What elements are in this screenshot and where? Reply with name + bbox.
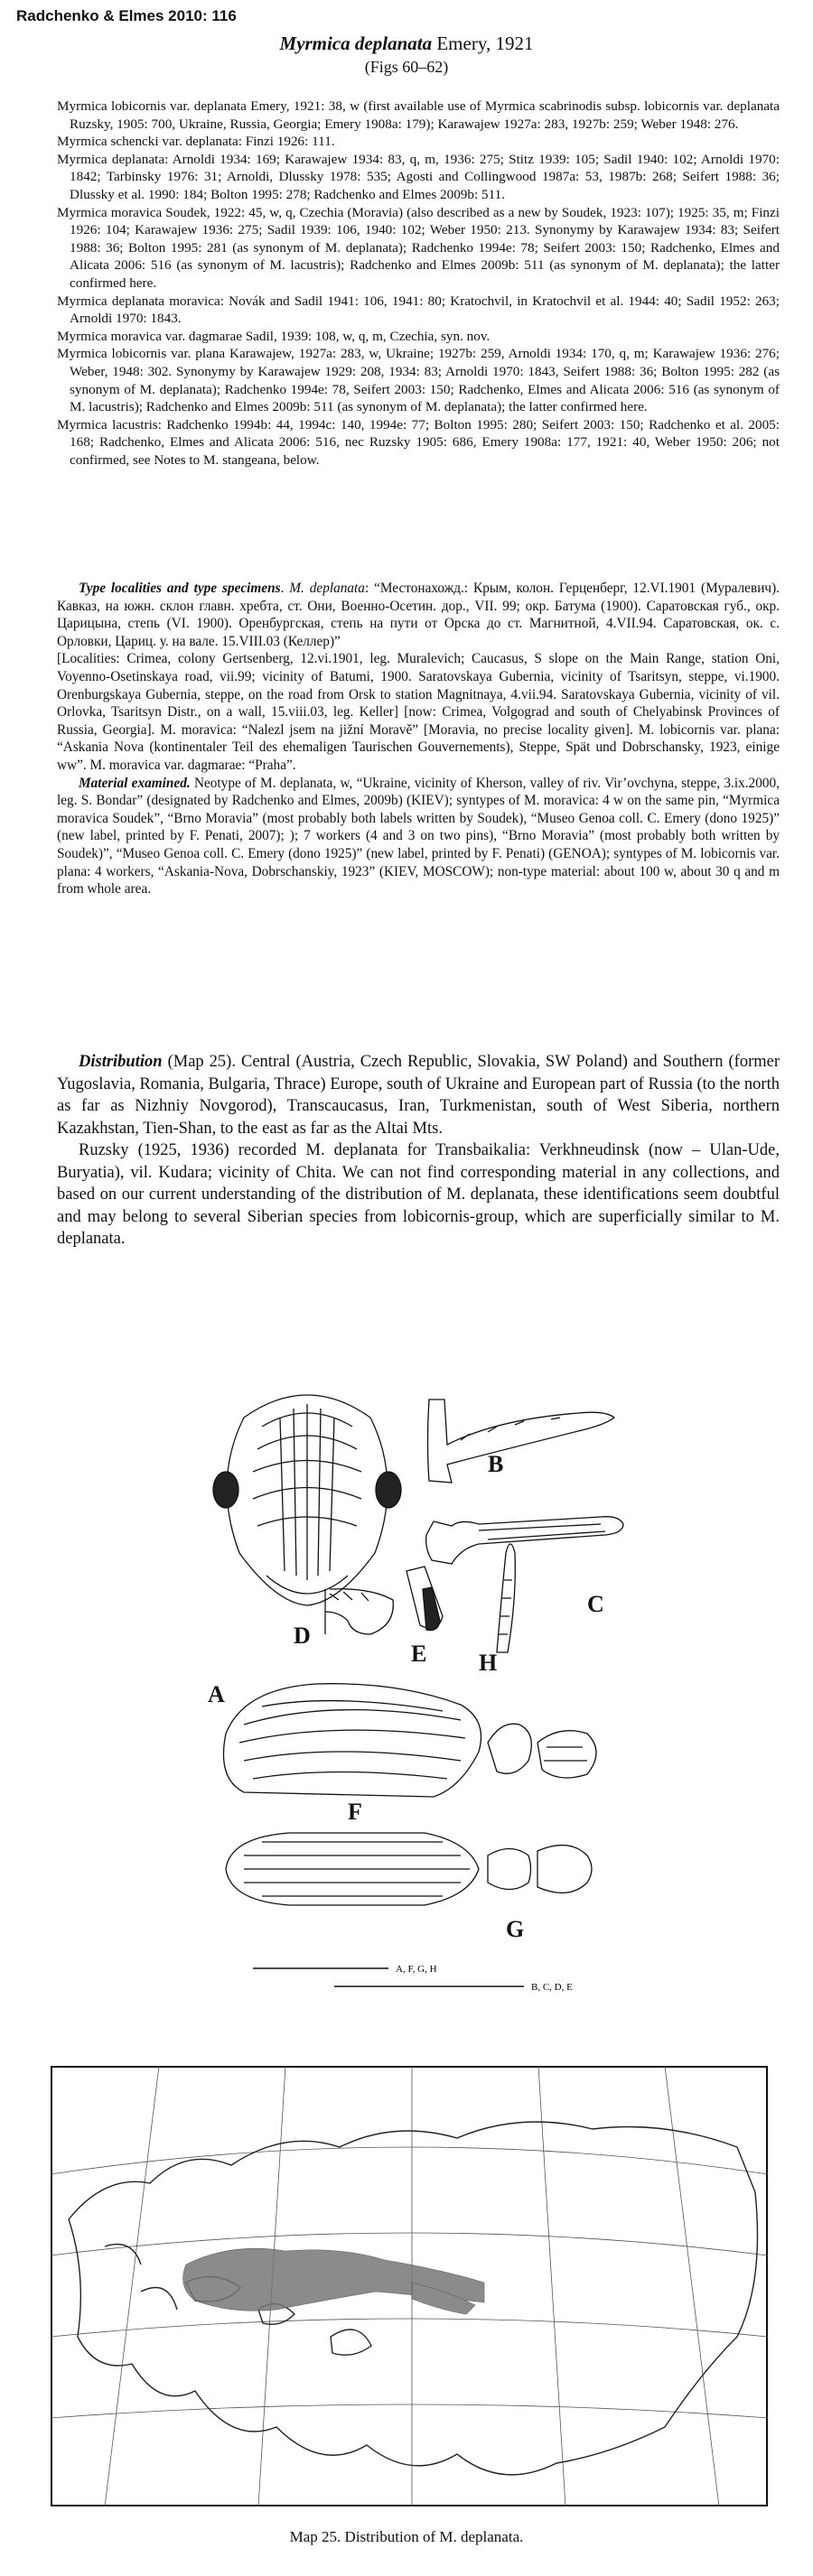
synonymy-entry: Myrmica moravica var. dagmarae Sadil, 1939: 108, w, q, m, Czechia, syn. nov. bbox=[57, 328, 491, 344]
distribution-heading: Distribution bbox=[79, 1053, 163, 1071]
head-drawing bbox=[213, 1395, 401, 1605]
fig-label-b: B bbox=[488, 1451, 504, 1477]
morphology-figure bbox=[190, 1363, 759, 2023]
synonymy-entry: Myrmica lacustris: Radchenko 1994b: 44, 1994c: 140, 1994e: 77; Bolton 1995: 280; Seifert 2003: 150; Radchenko et al. 2005: 168; Radchenko, Elmes and Alicata 2006: 516, nec Ruzsky 1905: 686, Emery 1908a: 177, 1921: 40, Weber 1950: 206; not confirmed, see Notes to M. stangeana, below. bbox=[57, 416, 780, 468]
type-localities-cyrillic: : “Местонахожд.: Крым, колон. Герценберг, 12.VI.1901 (Муралевич). Кавказ, на южн. склон главн. хребта, ст. Они, Военно-Осетин. дор., VII. 99; окр. Батума (1900). Саратовская губ., окр. Царицына, степь (VI. 1900). Оренбургская, степь на пути от Орска до ст. Магнитной, 4.VII.94. Саратовская, ок. с. Орловки, Цариц. у. на валe. 15.VIII.03 (Келлер)” bbox=[57, 581, 780, 649]
running-head: Radchenko & Elmes 2010: 116 bbox=[16, 7, 237, 24]
distribution-section bbox=[57, 1051, 780, 1251]
type-localities-heading: Type localities and type specimens bbox=[79, 581, 281, 596]
antennal-scape-b bbox=[428, 1400, 615, 1483]
fig-label-c: C bbox=[587, 1591, 604, 1617]
synonymy-entry: Myrmica lobicornis var. deplanata Emery, 1921: 38, w (first available use of Myrmica scabrinodis subsp. lobicornis var. deplanata Ruzsky, 1905: 700, Ukraine, Russia, Georgia; Emery 1908a: 179); Karawajew 1927a: 283, 1927b: 259; Weber 1948: 276. bbox=[57, 98, 780, 132]
species-author: Emery, 1921 bbox=[432, 33, 534, 54]
synonymy-entry: Myrmica deplanata moravica: Novák and Sadil 1941: 106, 1941: 80; Kratochvil, in Kratochvil et al. 1944: 40; Sadil 1952: 263; Arnoldi 1970: 1843. bbox=[57, 293, 780, 327]
scale-label-2: B, C, D, E bbox=[531, 1982, 573, 1993]
distribution-paragraph bbox=[57, 1051, 780, 1139]
map-caption: Map 25. Distribution of M. deplanata. bbox=[289, 2528, 524, 2545]
material-text: Neotype of M. deplanata, w, “Ukraine, vicinity of Kherson, valley of riv. Vir’ovchyna, steppe, 3.ix.2000, leg. S. Bondar” (designated by Radchenko and Elmes, 2009b) (KIEV); syntypes of M. moravica: 4 w on the same pin, “Myrmica moravica Soudek”, “Brno Moravia” (most probably both labels written by Soudek), “Museo Genoa coll. C. Emery (dono 1925)” (new label, printed by F. Penati, 2007); ); 7 workers (4 and 3 on two pins), “Brno Moravia” (most probably both written by Soudek)”, “Museo Genoa coll. C. Emery (dono 1925)” (new label, printed by F. Penati) (GENOA); syntypes of M. lobicornis var. plana: 4 workers, “Askania-Nova, Dobrschanskiy, 1923” (KIEV, MOSCOW); non-type material: about 100 w, about 30 q and m from whole area. bbox=[57, 775, 780, 897]
synonymy-entry: Myrmica schencki var. deplanata: Finzi 1926: 111. bbox=[57, 134, 335, 150]
material-heading: Material examined. bbox=[79, 775, 191, 791]
type-material-section bbox=[57, 580, 780, 898]
species-name: Myrmica deplanata bbox=[279, 33, 433, 54]
distribution-text: (Map 25). Central (Austria, Czech Republic, Slovakia, SW Poland) and Southern (former Yugoslavia, Romania, Bulgaria, Thrace) Europe, south of Ukraine and European part of Russia (to the north as far as Nizhniy Novgorod), Transcaucasus, Iran, Turkmenistan, south of West Siberia, northern Kazakhstan, Tien-Shan, to the east as far as the Altai Mts. bbox=[57, 1053, 780, 1138]
fig-label-h: H bbox=[479, 1650, 498, 1676]
synonymy-entry: Myrmica lobicornis var. plana Karawajew, 1927a: 283, w, Ukraine; 1927b: 259, Arnoldi 1934: 170, q, m; Karawajew 1936: 276; Weber, 1948: 302. Synonymy by Karawajew 1929: 208, 1934: 83; Arnoldi 1970: 1843, Seifert 1988: 36; Bolton 1995: 282 (as synonym of M. deplanata); Radchenko 1994e: 78, Seifert 2003: 150; Radchenko, Elmes and Alicata 2006: 516 (as synonym of M. lacustris); Radchenko and Elmes 2009b: 511 (as synonym of M. deplanata); the latter confirmed here. bbox=[57, 346, 780, 415]
synonymy-entry: Myrmica deplanata: Arnoldi 1934: 169; Karawajew 1934: 83, q, m, 1936: 275; Stitz 1939: 105; Sadil 1940: 102; Arnoldi 1970: 1842; Tarbinsky 1976: 31; Arnoldi, Dlussky 1978: 535; Agosti and Collingwood 1987a: 53, 1987b: 268; Seifert 1988: 36; Dlussky et al. 1990: 184; Bolton 1995: 278; Radchenko and Elmes 2009b: 511. bbox=[57, 151, 780, 202]
fig-label-f: F bbox=[348, 1799, 362, 1825]
type-species-ref: M. deplanata bbox=[289, 581, 365, 596]
synonymy-list bbox=[57, 98, 780, 469]
scape-detail-e bbox=[406, 1567, 443, 1631]
type-localities-translation: [Localities: Crimea, colony Gertsenberg, 12.vi.1901, leg. Muralevich; Caucasus, S slope on the Main Range, station Oni, Voyenno-Osetinskaya road, vii.99; vicinity of Batumi, 1900. Saratovskaya Gubernia, vicinity of Tsaritsyn, steppe, vi.1900. Orenburgskaya Gubernia, steppe, on the road from Orsk to station Magnitnaya, 4.vii.94. Saratovskaya Gubernia, vicinity of vil. Orlovka, Tsaritsyn Distr., on a wall, 15.viii.03, leg. Keller] [now: Crimea, Volgograd and south of Chelyabinsk Provinces of Russia, Georgia]. M. moravica: “Nalezl jsem na jižní Moravě” [Moravia, no precise locality given]. M. lobicornis var. plana: “Askania Nova (kontinentaler Teil des ehemaligen Taurischen Gouvernements), Steppe, Spät und Dobrschansky, 1923, einige ww”. M. moravica var. dagmarae: “Praha”. bbox=[57, 651, 780, 773]
fig-label-a: A bbox=[208, 1681, 225, 1707]
material-paragraph bbox=[57, 775, 780, 898]
species-title bbox=[0, 33, 813, 55]
antennal-scape-c bbox=[426, 1517, 623, 1564]
fig-label-g: G bbox=[506, 1916, 525, 1942]
fig-label-d: D bbox=[294, 1623, 311, 1649]
fig-label-e: E bbox=[411, 1641, 427, 1667]
figure-reference: (Figs 60–62) bbox=[364, 58, 449, 76]
mesosoma-dorsal-g bbox=[226, 1833, 592, 1905]
scale-label-1: A, F, G, H bbox=[396, 1964, 437, 1975]
distribution-map bbox=[51, 2066, 768, 2506]
type-localities-paragraph: Type localities and type specimens. M. deplanata: “Местонахожд.: Крым, колон. Герценберг, 12.VI.1901 (Муралевич). Кавказ, на южн. склон главн. хребта, ст. Они, Военно-Осетин. дор., VII. 99; окр. Батума (1900). Саратовская губ., окр. Царицына, степь (VI. 1900). Оренбургская, степь на пути от Орска до ст. Магнитной, 4.VII.94. Саратовская, ок. с. Орловки, Цариц. у. на валe. 15.VIII.03 (Келлер)” bbox=[57, 581, 780, 649]
distribution-notes: Ruzsky (1925, 1936) recorded M. deplanata for Transbaikalia: Verkhneudinsk (now – Ulan-Ude, Buryatia), vil. Kudara; vicinity of Chita. We can not find corresponding material in any collections, and based on our current understanding of the distribution of M. deplanata, these identifications seem doubtful and may belong to several Siberian species from lobicornis-group, which are superficially similar to M. deplanata. bbox=[57, 1141, 780, 1248]
scape-detail-d bbox=[325, 1589, 393, 1634]
synonymy-entry: Myrmica moravica Soudek, 1922: 45, w, q, Czechia (Moravia) (also described as a new by Soudek, 1923: 107); 1925: 35, m; Finzi 1926: 104; Karawajew 1936: 275; Sadil 1939: 106, 1940: 102; Weber 1950: 213. Synonymy by Karawajew 1934: 83; Seifert 1988: 36; Bolton 1995: 281 (as synonym of M. deplanata); Radchenko 1994e: 78; Seifert 2003: 150; Radchenko, Elmes and Alicata 2006: 516 (as synonym of M. lacustris); Radchenko and Elmes 2009b: 511 (as synonym of M. deplanata); the latter confirmed here. bbox=[57, 204, 780, 291]
antenna-detail-h bbox=[497, 1544, 515, 1652]
scale-bars bbox=[253, 1968, 524, 1986]
mesosoma-lateral-f bbox=[224, 1684, 597, 1797]
